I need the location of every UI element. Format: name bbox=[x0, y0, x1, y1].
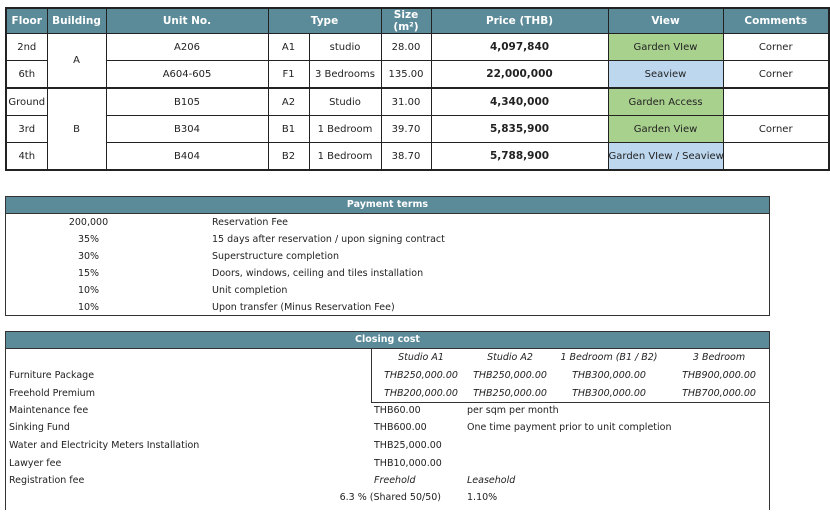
comment-cell: Corner bbox=[723, 116, 829, 143]
list-item bbox=[6, 265, 769, 282]
furniture-value: THB250,000.00 bbox=[473, 370, 547, 381]
furniture-value: THB900,000.00 bbox=[682, 370, 756, 381]
price-cell: 5,788,900 bbox=[431, 143, 608, 171]
unit-cell: B105 bbox=[106, 88, 268, 116]
comment-cell bbox=[723, 88, 829, 116]
column-header: 1 Bedroom (B1 / B2) bbox=[560, 352, 658, 363]
payment-terms-section bbox=[5, 196, 770, 316]
unit-cell: A206 bbox=[106, 34, 268, 61]
units-header-row bbox=[6, 8, 829, 34]
header-price: Price (THB) bbox=[431, 8, 608, 34]
table-row bbox=[6, 34, 829, 61]
payment-description: Superstructure completion bbox=[212, 251, 339, 262]
view-cell: Garden VIew / Seaview bbox=[608, 143, 723, 171]
list-item bbox=[6, 299, 769, 316]
furniture-value: THB300,000.00 bbox=[572, 370, 646, 381]
view-cell: Garden View bbox=[608, 116, 723, 143]
type-code-cell: B1 bbox=[268, 116, 309, 143]
type-code-cell: A2 bbox=[268, 88, 309, 116]
closing-cost-section bbox=[5, 331, 770, 510]
size-cell: 31.00 bbox=[381, 88, 431, 116]
sinking-fund-label: Sinking Fund bbox=[9, 422, 70, 433]
lawyer-fee-value: THB10,000.00 bbox=[374, 458, 442, 469]
meters-installation-value: THB25,000.00 bbox=[374, 440, 442, 451]
header-unit-no: Unit No. bbox=[106, 8, 268, 34]
header-view: View bbox=[608, 8, 723, 34]
payment-description: Unit completion bbox=[212, 285, 288, 296]
furniture-package-label: Furniture Package bbox=[9, 370, 95, 381]
unit-cell: B304 bbox=[106, 116, 268, 143]
header-floor: Floor bbox=[6, 8, 47, 34]
freehold-value: THB200,000.00 bbox=[384, 388, 458, 399]
payment-amount: 35% bbox=[77, 234, 100, 245]
maintenance-fee-note: per sqm per month bbox=[467, 405, 559, 416]
payment-description: Reservation Fee bbox=[212, 217, 289, 228]
payment-amount: 15% bbox=[77, 268, 100, 279]
comment-cell: Corner bbox=[723, 34, 829, 61]
payment-description: Upon transfer (Minus Reservation Fee) bbox=[212, 302, 395, 313]
type-cell: studio bbox=[309, 34, 381, 61]
table-row bbox=[6, 88, 829, 116]
price-cell: 5,835,900 bbox=[431, 116, 608, 143]
payment-terms-title: Payment terms bbox=[6, 197, 769, 214]
price-cell: 22,000,000 bbox=[431, 61, 608, 89]
payment-amount: 10% bbox=[77, 285, 100, 296]
leasehold-heading: Leasehold bbox=[467, 475, 516, 486]
type-cell: Studio bbox=[309, 88, 381, 116]
payment-amount: 30% bbox=[77, 251, 100, 262]
closing-cost-package-grid bbox=[371, 349, 769, 403]
comment-cell bbox=[723, 143, 829, 171]
view-cell: Garden VIew bbox=[608, 34, 723, 61]
floor-cell: Ground bbox=[6, 88, 47, 116]
building-cell: A bbox=[47, 34, 106, 89]
header-comments: Comments bbox=[723, 8, 829, 34]
header-type: Type bbox=[268, 8, 381, 34]
unit-cell: B404 bbox=[106, 143, 268, 171]
type-code-cell: A1 bbox=[268, 34, 309, 61]
maintenance-fee-label: Maintenance fee bbox=[9, 405, 89, 416]
closing-cost-title: Closing cost bbox=[6, 332, 769, 349]
type-cell: 3 Bedrooms bbox=[309, 61, 381, 89]
freehold-heading: Freehold bbox=[374, 475, 416, 486]
list-item bbox=[6, 248, 769, 265]
comment-cell: Corner bbox=[723, 61, 829, 89]
payment-description: Doors, windows, ceiling and tiles installation bbox=[212, 268, 424, 279]
price-cell: 4,097,840 bbox=[431, 34, 608, 61]
payment-description: 15 days after reservation / upon signing contract bbox=[212, 234, 445, 245]
building-cell: B bbox=[47, 88, 106, 170]
freehold-value: THB300,000.00 bbox=[572, 388, 646, 399]
view-cell: Seaview bbox=[608, 61, 723, 89]
table-row bbox=[6, 143, 829, 171]
table-row bbox=[6, 116, 829, 143]
maintenance-fee-value: THB60.00 bbox=[374, 405, 421, 416]
payment-amount: 200,000 bbox=[68, 217, 109, 228]
type-cell: 1 Bedroom bbox=[309, 116, 381, 143]
column-header: Studio A1 bbox=[398, 352, 444, 363]
size-cell: 135.00 bbox=[381, 61, 431, 89]
type-code-cell: F1 bbox=[268, 61, 309, 89]
view-cell: Garden Access bbox=[608, 88, 723, 116]
payment-amount: 10% bbox=[77, 302, 100, 313]
registration-fee-label: Registration fee bbox=[9, 475, 85, 486]
freehold-premium-label: Freehold Premium bbox=[9, 388, 95, 399]
units-table bbox=[5, 7, 830, 171]
size-cell: 28.00 bbox=[381, 34, 431, 61]
floor-cell: 2nd bbox=[6, 34, 47, 61]
type-cell: 1 Bedroom bbox=[309, 143, 381, 171]
size-cell: 39.70 bbox=[381, 116, 431, 143]
unit-cell: A604-605 bbox=[106, 61, 268, 89]
price-cell: 4,340,000 bbox=[431, 88, 608, 116]
header-size: Size (m²) bbox=[381, 8, 431, 34]
type-code-cell: B2 bbox=[268, 143, 309, 171]
list-item bbox=[6, 231, 769, 248]
floor-cell: 6th bbox=[6, 61, 47, 89]
column-header: 3 Bedroom bbox=[692, 352, 746, 363]
table-row bbox=[6, 61, 829, 89]
furniture-value: THB250,000.00 bbox=[384, 370, 458, 381]
freehold-value: THB700,000.00 bbox=[682, 388, 756, 399]
size-cell: 38.70 bbox=[381, 143, 431, 171]
lawyer-fee-label: Lawyer fee bbox=[9, 458, 62, 469]
freehold-value: THB250,000.00 bbox=[473, 388, 547, 399]
header-building: Building bbox=[47, 8, 106, 34]
sinking-fund-value: THB600.00 bbox=[374, 422, 427, 433]
sinking-fund-note: One time payment prior to unit completion bbox=[467, 422, 672, 433]
floor-cell: 3rd bbox=[6, 116, 47, 143]
list-item bbox=[6, 214, 769, 231]
leasehold-registration-value: 1.10% bbox=[467, 492, 498, 503]
column-header: Studio A2 bbox=[487, 352, 533, 363]
floor-cell: 4th bbox=[6, 143, 47, 171]
meters-installation-label: Water and Electricity Meters Installation bbox=[9, 440, 200, 451]
list-item bbox=[6, 282, 769, 299]
freehold-registration-value: 6.3 % (Shared 50/50) bbox=[339, 492, 441, 503]
